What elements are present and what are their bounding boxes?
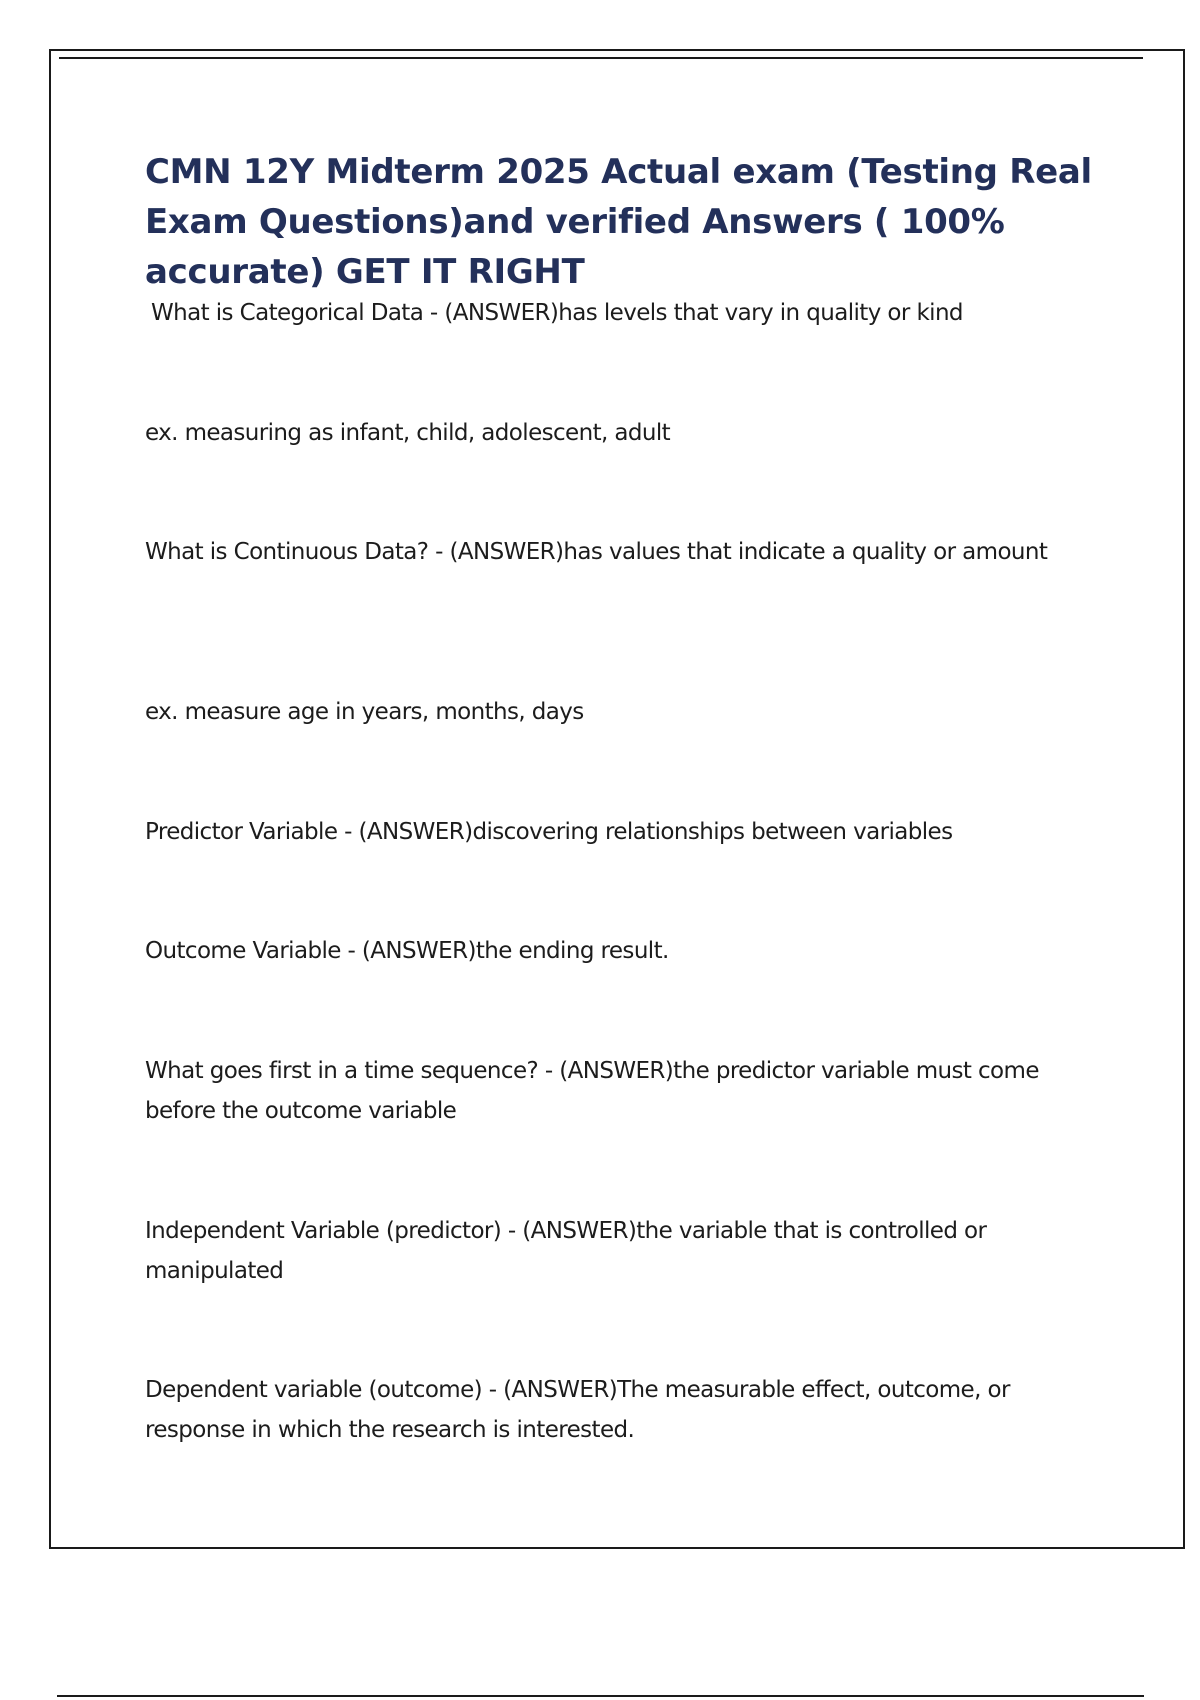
qa-entry-time-sequence: What goes first in a time sequence? - (ANSWER)the predictor variable must come before the outcome variable: [145, 1058, 1039, 1124]
qa-entry-continuous-data: What is Continuous Data? - (ANSWER)has values that indicate a quality or amount: [145, 539, 1048, 565]
qa-entry-independent-variable: Independent Variable (predictor) - (ANSWER)the variable that is controlled or manipulated: [145, 1218, 987, 1284]
header-rule: [59, 57, 1143, 59]
qa-entry-categorical-data: What is Categorical Data - (ANSWER)has levels that vary in quality or kind: [151, 300, 963, 326]
qa-entry-categorical-example: ex. measuring as infant, child, adolescent, adult: [145, 420, 671, 446]
footer-rule: [57, 1695, 1144, 1697]
document-title: CMN 12Y Midterm 2025 Actual exam (Testing Real Exam Questions)and verified Answers ( 100% accurate) GET IT RIGHT: [145, 152, 1092, 292]
qa-entry-predictor-variable: Predictor Variable - (ANSWER)discovering relationships between variables: [145, 819, 953, 845]
qa-entry-continuous-example: ex. measure age in years, months, days: [145, 699, 584, 725]
qa-entry-dependent-variable: Dependent variable (outcome) - (ANSWER)The measurable effect, outcome, or response in which the research is interested.: [145, 1377, 1010, 1443]
qa-entry-outcome-variable: Outcome Variable - (ANSWER)the ending result.: [145, 938, 669, 964]
